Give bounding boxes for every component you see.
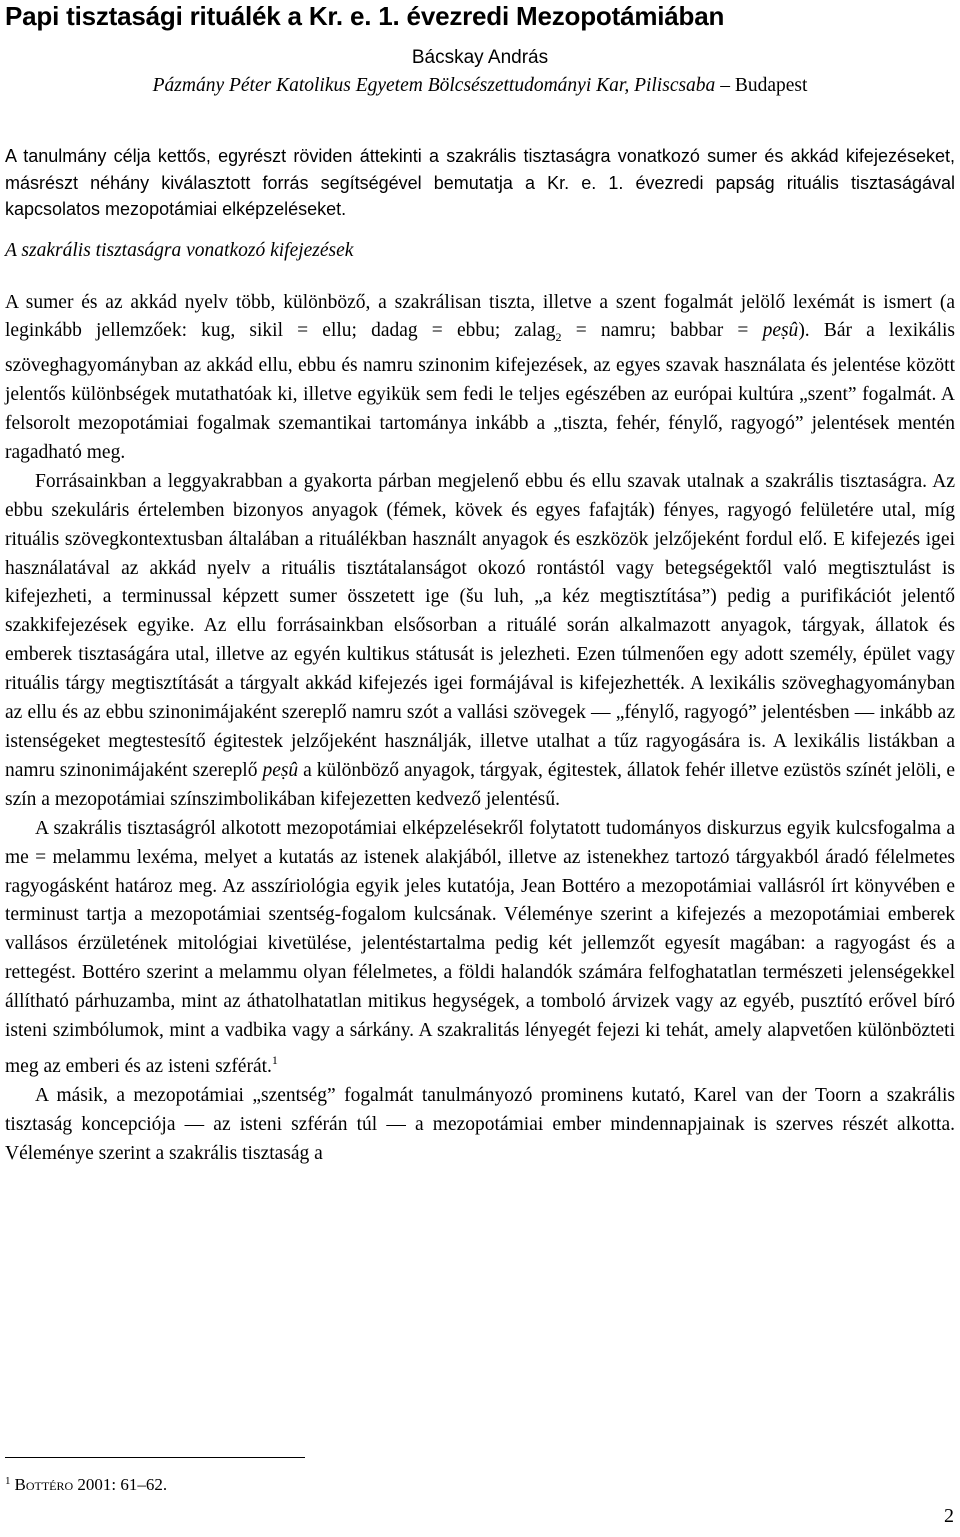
affiliation-dash: – — [720, 75, 730, 96]
page-title: Papi tisztasági rituálék a Kr. e. 1. évezredi Mezopotámiában — [5, 1, 725, 31]
footnote — [5, 1470, 167, 1496]
abstract: A tanulmány célja kettős, egyrészt röviden áttekinti a szakrális tisztaságra vonatkozó sumer és akkád kifejezéseket, másrészt néhány kiválasztott forrás segítségével bemutatja a Kr. e. 1. évezredi papság rituális tisztaságával kapcsolatos mezopotámiai elképzeléseket. — [5, 146, 955, 219]
footnote-author: Bottéro — [14, 1475, 74, 1494]
author-name: Bácskay András — [411, 47, 549, 68]
paragraph-1: A sumer és az akkád nyelv több, különböző, a szakrálisan tiszta, illetve a szent fogalmát jelölő lexémát is ismert (a leginkább jellemzőek: kug, sikil = ellu; dadag = ebbu; zalag$_2$ = namru; babbar = peṣû). Bár a lexikális szöveghagyományban az akkád ellu, ebbu és namru szinonim kifejezések, az egyes szavak használata és jelentése között jelentős különbségek mutathatóak ki, illetve egyikük sem fedi le teljes egészében az európai kultúra „szent” fogalmát. A felsorolt mezopotámiai fogalmak szemantikai tartománya inkább a „tiszta, fehér, fénylő, ragyogó” jelentések mentén ragadható meg. — [5, 291, 955, 463]
paragraph-4: A másik, a mezopotámiai „szentség” fogalmát tanulmányozó prominens kutató, Karel van der Toorn a szakrális tisztaság koncepciója — az isteni szférán túl — a mezopotámiai ember mindennapjainak is szerves részét alkotta. Véleménye szerint a szakrális tisztaság a — [5, 1084, 955, 1164]
footnote-text: 2001: 61–62. — [73, 1475, 168, 1494]
body-text — [5, 289, 955, 1169]
author-affiliation — [5, 74, 955, 98]
footnote-divider — [5, 1457, 305, 1458]
footnote-marker: 1 — [5, 1475, 11, 1487]
affiliation-city: Budapest — [734, 75, 808, 96]
footnote-reference[interactable]: 1 — [271, 1052, 278, 1067]
document-page — [5, 0, 955, 1169]
affiliation-institution: Pázmány Péter Katolikus Egyetem Bölcsészettudományi Kar, Piliscsaba — [152, 75, 716, 96]
paragraph-3: A szakrális tisztaságról alkotott mezopotámiai elképzelésekről folytatott tudományos diskurzus egyik kulcsfogalma a me = melammu lexéma, melyet a kutatás az istenek alakjából, illetve az istenekhez tartozó tárgyakból áradó félelmetes ragyogásként határoz meg. Az asszíriológia egyik jeles kutatója, Jean Bottéro a mezopotámiai vallásról írt könyvében e terminust tartja a mezopotámiai szentség-fogalom kulcsának. Véleménye szerint a kifejezés a mezopotámiai emberek vallásos érzületének mitológiai kivetülése, jelentéstartalma pedig két jellemzőt egyesít magában: a ragyogást és a rettegést. Bottéro szerint a melammu olyan félelmetes, a földi halandók számára felfoghatatlan természeti jelenségekkel állítható párhuzamba, mint az áthatolhatatlan mitikus hegységek, a tomboló árvizek vagy az egyéb, pusztító erővel bíró isteni szimbólumok, mint a vadbika vagy a sárkány. A szakralitás lényegét fejezi ki tehát, amely alapvetően különbözteti meg az emberi és az isteni szférát.$^1$ — [5, 817, 955, 1077]
paragraph-2: Forrásainkban a leggyakrabban a gyakorta párban megjelenő ebbu és ellu szavak utalnak a szakrális tisztaságra. Az ebbu szekuláris értelemben bizonyos anyagok (fémek, kövek és egyes fafajták) fényes, ragyogó felületére utal, míg rituális szövegkontextusban általában a rituálékban használt anyagok és eszközök jelzőjeként fordul elő. E kifejezés igei használatával az akkád nyelv a rituális tisztátalanságot okozó rontástól vagy betegségektől való megtisztulást is kifejezheti, a terminussal képzett sumer összetett ige (šu luh, „a kéz megtisztítása”) pedig a purifikációt jelentő szakkifejezések egyike. Az ellu forrásainkban elsősorban a rituálé során alkalmazott anyagok, tárgyak, állatok és emberek tisztaságára utal, illetve az egyén kultikus státusát is jelezheti. Ezen túlmenően egy adott személy, épület vagy rituális tárgy megtisztítását a tárgyalt akkád kifejezés igei formájával is kifejezhették. A lexikális szöveghagyományban az ellu és az ebbu szinonimájaként szereplő namru szót a vallási szövegek — „fénylő, ragyogó” jelentésben — inkább az istenségeket megtestesítő égitestek jelzőjeként használják, illetve utalhat a tűz ragyogására is. A lexikális listákban a namru szinonimájaként szereplő peṣû a különböző anyagok, tárgyak, égitestek, állatok fehér illetve ezüstös színét jelöli, e szín a mezopotámiai színszimbolikában kifejezetten kedvező jelentésű. — [5, 470, 955, 810]
page-number: 2 — [944, 1505, 954, 1527]
section-heading: A szakrális tisztaságra vonatkozó kifejezések — [5, 239, 354, 261]
